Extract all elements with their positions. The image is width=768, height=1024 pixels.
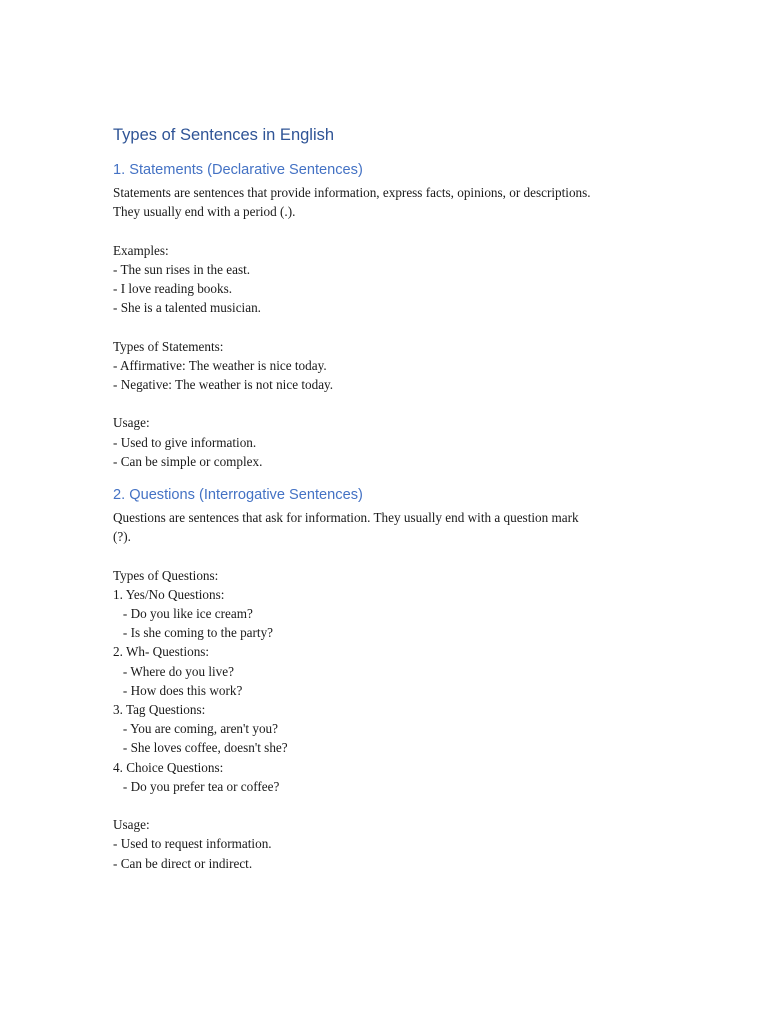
- body-line: - Can be direct or indirect.: [113, 855, 253, 871]
- body-line: - Negative: The weather is not nice today.: [113, 377, 334, 392]
- body-line: 2. Wh- Questions:: [113, 644, 210, 660]
- body-line: - You are coming, aren't you?: [113, 721, 278, 737]
- body-line: - She is a talented musician.: [113, 300, 261, 316]
- blank-line: [113, 394, 673, 413]
- body-line: - Is she coming to the party?: [113, 625, 274, 641]
- body-line: 4. Choice Questions:: [113, 759, 224, 775]
- body-line: Usage:: [113, 415, 150, 431]
- section-heading: 2. Questions (Interrogative Sentences): [113, 487, 363, 503]
- body-line: Examples:: [113, 242, 169, 258]
- body-line: 1. Yes/No Questions:: [113, 586, 225, 602]
- body-line: - I love reading books.: [113, 281, 233, 296]
- body-line: Types of Statements:: [113, 338, 224, 354]
- blank-line: [113, 546, 673, 565]
- section-heading: 1. Statements (Declarative Sentences): [113, 162, 363, 178]
- body-line: 3. Tag Questions:: [113, 702, 206, 718]
- body-line: Usage:: [113, 817, 150, 833]
- body-line: - Used to give information.: [113, 434, 257, 450]
- body-line: - Used to request information.: [113, 836, 272, 852]
- blank-line: [113, 317, 673, 336]
- body-line: (?).: [113, 529, 131, 545]
- section-statements: [113, 160, 673, 471]
- blank-line: [113, 796, 673, 815]
- body-line: - Can be simple or complex.: [113, 453, 263, 469]
- body-line: Statements are sentences that provide information, express facts, opinions, or descriptions.: [113, 185, 591, 200]
- document-title: Types of Sentences in English: [113, 126, 335, 144]
- body-line: - Do you like ice cream?: [113, 606, 253, 621]
- body-line: They usually end with a period (.).: [113, 204, 296, 220]
- body-line: - Affirmative: The weather is nice today.: [113, 357, 327, 373]
- body-line: - Do you prefer tea or coffee?: [113, 778, 280, 794]
- blank-line: [113, 221, 673, 240]
- document-body: [113, 124, 673, 873]
- body-line: - The sun rises in the east.: [113, 261, 251, 277]
- body-line: - She loves coffee, doesn't she?: [113, 740, 288, 756]
- section-body: [113, 508, 673, 873]
- section-questions: [113, 485, 673, 873]
- section-body: [113, 183, 673, 471]
- body-line: Questions are sentences that ask for information. They usually end with a question mark: [113, 510, 579, 525]
- body-line: Types of Questions:: [113, 567, 219, 583]
- body-line: - How does this work?: [113, 682, 243, 698]
- body-line: - Where do you live?: [113, 663, 234, 679]
